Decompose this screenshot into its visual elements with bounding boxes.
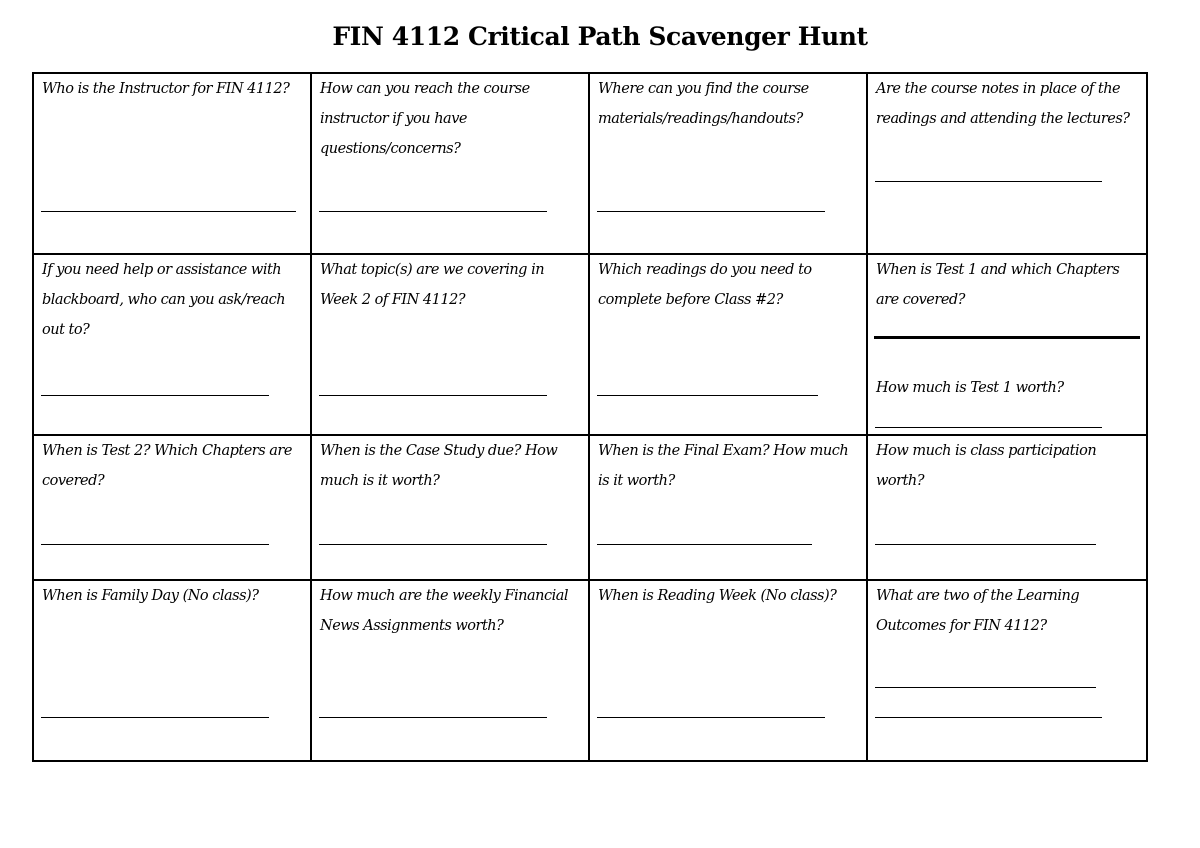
question-text: When is the Final Exam? How much is it worth? (598, 443, 849, 489)
question-cell (867, 580, 1147, 761)
question-text: Which readings do you need to complete before Class #2? (598, 262, 812, 308)
answer-line[interactable] (875, 427, 1102, 428)
table-row (33, 435, 1147, 580)
question-text: Where can you find the course materials/readings/handouts? (598, 81, 809, 127)
question-text: Who is the Instructor for FIN 4112? (42, 81, 290, 97)
answer-line[interactable] (597, 395, 818, 396)
question-cell (867, 254, 1147, 435)
answer-line[interactable] (41, 544, 269, 545)
answer-line[interactable] (41, 717, 269, 718)
question-text: How much is Test 1 worth? (876, 380, 1064, 396)
question-text: What topic(s) are we covering in Week 2 of FIN 4112? (320, 262, 545, 308)
answer-line[interactable] (41, 211, 296, 212)
table-row (33, 580, 1147, 761)
question-text: Are the course notes in place of the readings and attending the lectures? (876, 81, 1130, 127)
question-text: When is Test 1 and which Chapters are covered? (876, 262, 1120, 308)
answer-line[interactable] (875, 717, 1102, 718)
question-text: When is Reading Week (No class)? (598, 588, 837, 604)
question-cell (867, 435, 1147, 580)
table-row (33, 254, 1147, 435)
question-cell (33, 435, 311, 580)
question-text: How can you reach the course instructor if you have questions/concerns? (320, 81, 530, 157)
answer-line[interactable] (875, 544, 1096, 545)
table-row (33, 73, 1147, 254)
answer-line[interactable] (319, 211, 547, 212)
answer-line[interactable] (597, 717, 825, 718)
question-cell (589, 580, 867, 761)
question-cell (311, 580, 589, 761)
question-cell (311, 254, 589, 435)
page-title: FIN 4112 Critical Path Scavenger Hunt (332, 22, 868, 51)
answer-line[interactable] (597, 544, 812, 545)
question-text: How much is class participation worth? (876, 443, 1097, 489)
question-text: If you need help or assistance with blackboard, who can you ask/reach out to? (42, 262, 286, 338)
answer-line[interactable] (875, 181, 1102, 182)
question-cell (589, 435, 867, 580)
question-cell (589, 254, 867, 435)
answer-line[interactable] (319, 544, 547, 545)
question-cell (589, 73, 867, 254)
answer-line[interactable] (875, 687, 1096, 688)
question-cell (867, 73, 1147, 254)
question-cell (33, 580, 311, 761)
question-text: When is Test 2? Which Chapters are covered? (42, 443, 292, 489)
question-text: How much are the weekly Financial News Assignments worth? (320, 588, 569, 634)
scavenger-hunt-table (32, 72, 1148, 762)
cell-divider (874, 336, 1140, 339)
answer-line[interactable] (41, 395, 269, 396)
question-cell (33, 73, 311, 254)
question-text: What are two of the Learning Outcomes for FIN 4112? (876, 588, 1080, 634)
question-text: When is Family Day (No class)? (42, 588, 259, 604)
question-cell (33, 254, 311, 435)
answer-line[interactable] (597, 211, 825, 212)
answer-line[interactable] (319, 395, 547, 396)
question-cell (311, 73, 589, 254)
question-cell (311, 435, 589, 580)
question-text: When is the Case Study due? How much is it worth? (320, 443, 558, 489)
answer-line[interactable] (319, 717, 547, 718)
